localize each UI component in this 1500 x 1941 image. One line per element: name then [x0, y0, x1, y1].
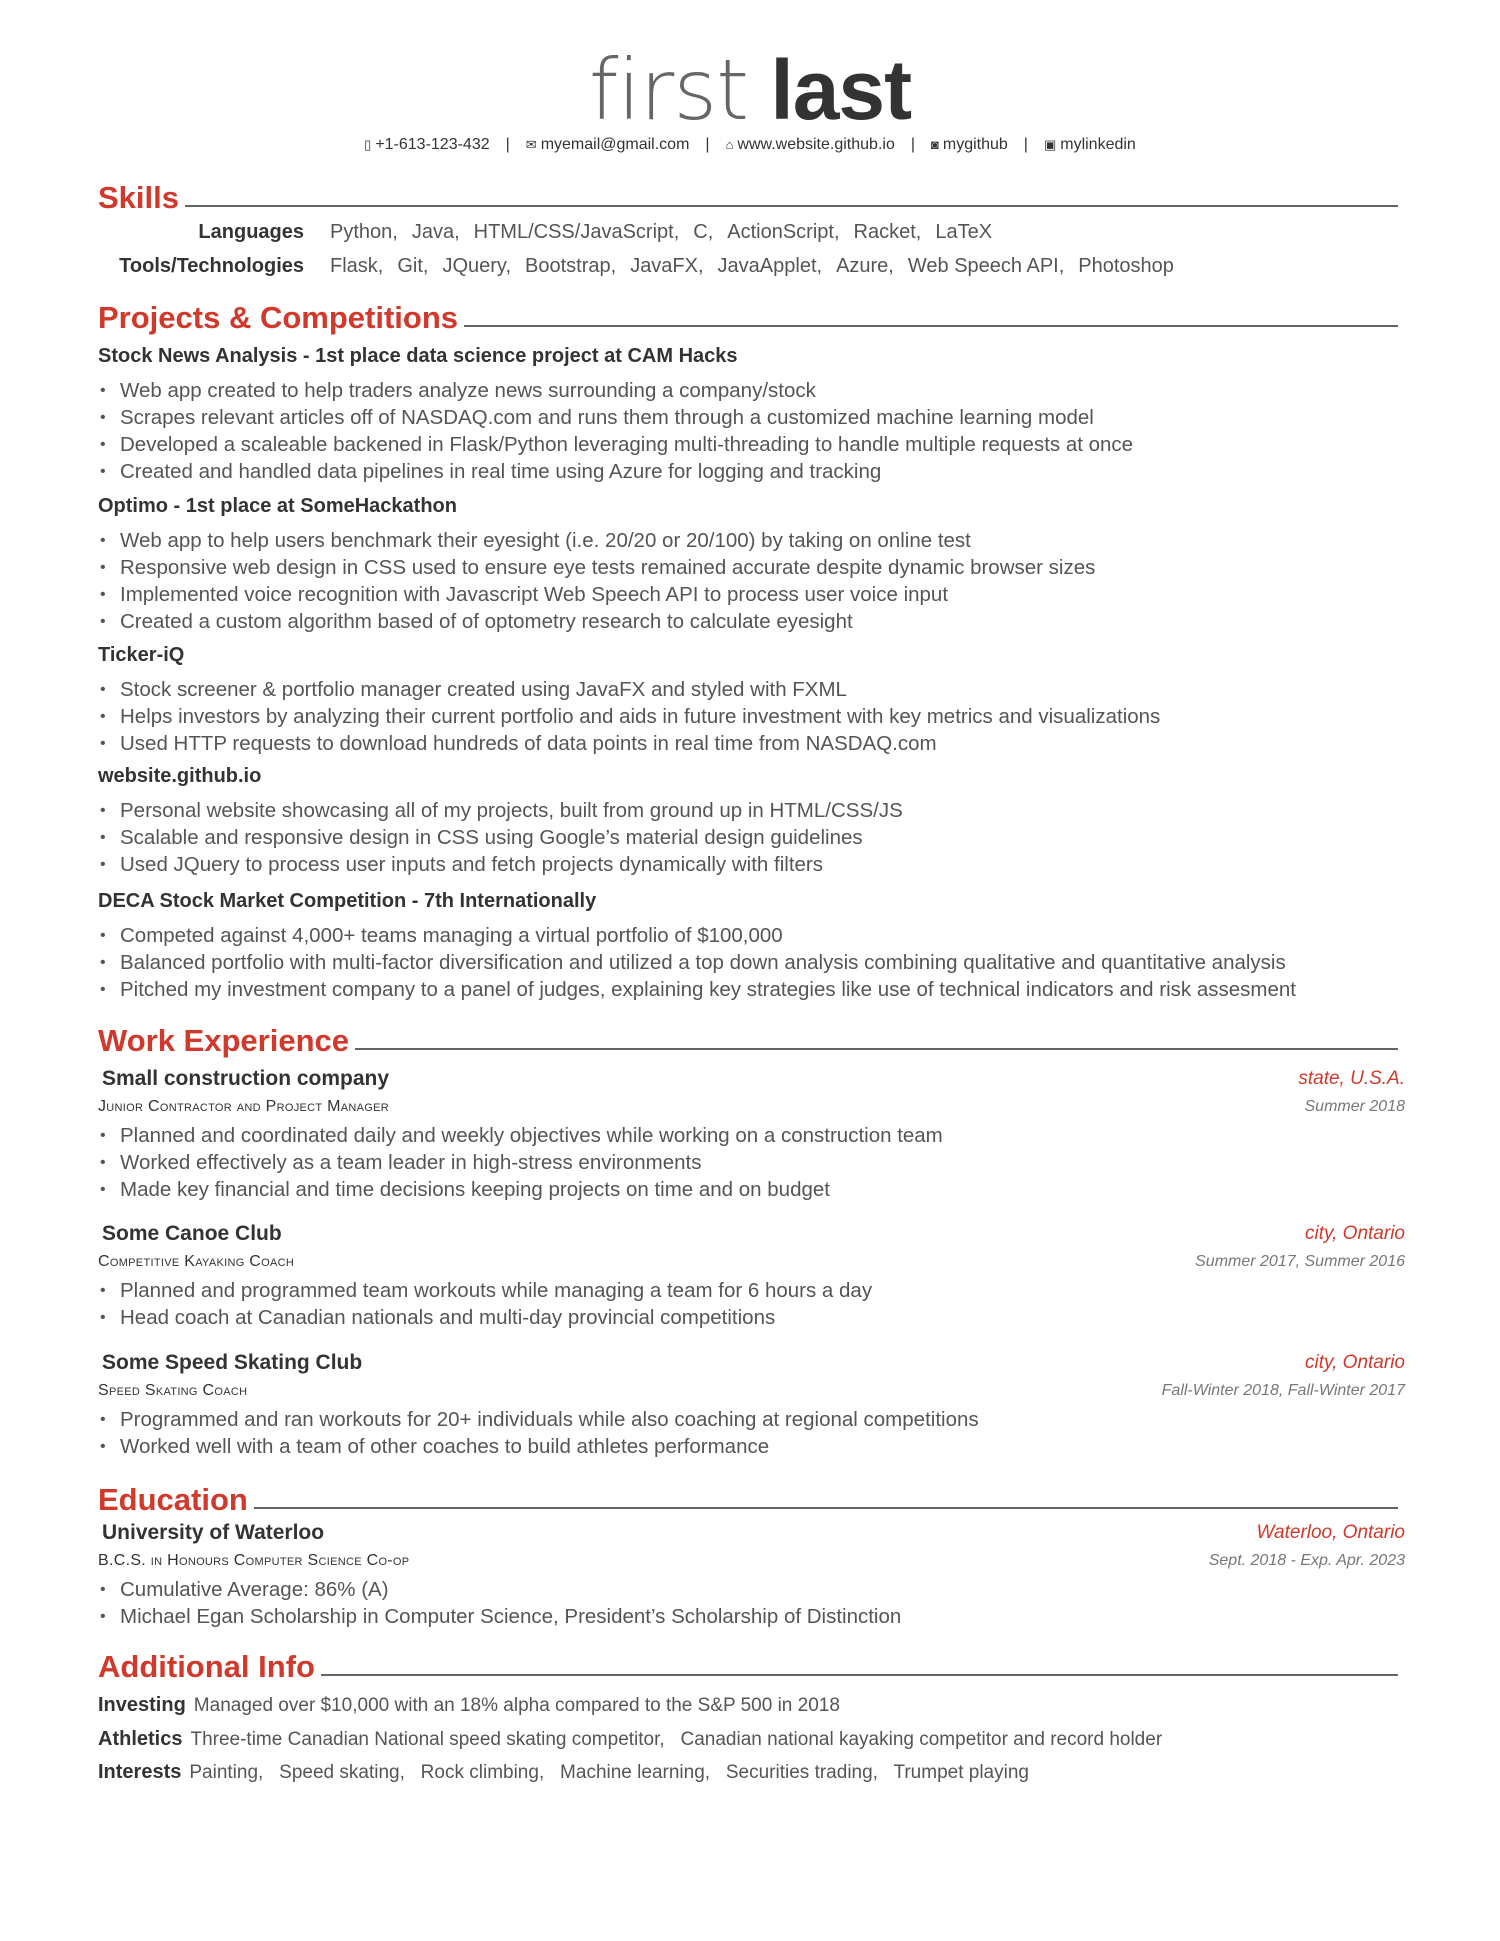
entry-subheader — [98, 1094, 1405, 1120]
project-title: Ticker-iQ — [98, 644, 185, 666]
contact-home[interactable] — [726, 136, 895, 153]
entry-subheader — [98, 1378, 1405, 1404]
list-item: • Stock screener & portfolio manager created using JavaFX and styled with FXML — [98, 676, 1160, 703]
divider — [185, 205, 1398, 207]
list-item: • Created a custom algorithm based of of optometry research to calculate eyesight — [98, 608, 1095, 635]
project-entry — [98, 493, 1095, 635]
section-work — [98, 1019, 1398, 1059]
list-item: • Michael Egan Scholarship in Computer Science, President’s Scholarship of Distinction — [98, 1603, 1405, 1630]
project-entry — [98, 642, 1160, 757]
skill-label: Languages — [198, 221, 304, 243]
bullet-list — [98, 527, 1095, 635]
divider — [464, 325, 1398, 327]
list-item: • Personal website showcasing all of my projects, built from ground up in HTML/CSS/JS — [98, 797, 903, 824]
entry-header — [98, 1348, 1405, 1378]
last-name: last — [770, 43, 912, 137]
work-entry — [98, 1064, 1405, 1203]
info-label: Interests — [98, 1761, 182, 1783]
list-item: • Scalable and responsive design in CSS using Google’s material design guidelines — [98, 824, 903, 851]
work-entry — [98, 1348, 1405, 1460]
section-additional — [98, 1645, 1398, 1685]
name-heading — [0, 42, 1500, 138]
skill-item: Azure, — [836, 255, 894, 277]
list-item: • Created and handled data pipelines in real time using Azure for logging and tracking — [98, 458, 1133, 485]
skill-item: ActionScript, — [727, 221, 840, 243]
list-item: • Used JQuery to process user inputs and fetch projects dynamically with filters — [98, 851, 903, 878]
section-title: Projects & Competitions — [98, 300, 458, 335]
project-title: DECA Stock Market Competition - 7th Internationally — [98, 890, 597, 912]
separator: | — [910, 136, 915, 153]
phone-icon: ▯ — [364, 137, 372, 152]
list-item: • Programmed and ran workouts for 20+ individuals while also coaching at regional competitions — [98, 1406, 1405, 1433]
list-item: • Web app created to help traders analyze news surrounding a company/stock — [98, 377, 1133, 404]
list-item: • Developed a scaleable backened in Flask/Python leveraging multi-threading to handle multiple requests at once — [98, 431, 1133, 458]
first-name: first — [588, 41, 749, 139]
degree: B.C.S. in Honours Computer Science Co-op — [98, 1552, 410, 1569]
envelope-icon: ✉ — [525, 137, 537, 152]
contact-text: myemail@gmail.com — [540, 136, 690, 153]
info-label: Investing — [98, 1694, 186, 1716]
list-item: • Worked effectively as a team leader in high-stress environments — [98, 1149, 1405, 1176]
entry-header — [98, 1219, 1405, 1249]
bullet-list — [98, 797, 903, 878]
list-item: • Competed against 4,000+ teams managing a virtual portfolio of $100,000 — [98, 922, 1296, 949]
location: city, Ontario — [1305, 1223, 1405, 1244]
contact-linkedin[interactable] — [1044, 136, 1136, 153]
date: Summer 2017, Summer 2016 — [1195, 1253, 1405, 1270]
contact-line — [0, 134, 1500, 156]
section-education — [98, 1478, 1398, 1518]
project-entry — [98, 343, 1133, 485]
contact-text: www.website.github.io — [737, 136, 895, 153]
list-item: • Cumulative Average: 86% (A) — [98, 1576, 1405, 1603]
section-skills — [98, 176, 1398, 216]
contact-github[interactable] — [931, 136, 1008, 153]
divider — [355, 1048, 1398, 1050]
skill-item: JavaApplet, — [717, 255, 823, 277]
list-item: • Web app to help users benchmark their eyesight (i.e. 20/20 or 20/100) by taking on online test — [98, 527, 1095, 554]
contact-phone[interactable] — [364, 136, 489, 153]
additional-investing — [98, 1692, 840, 1719]
entry-subheader — [98, 1249, 1405, 1275]
github-icon: ◙ — [931, 137, 939, 152]
skill-item: Python, — [330, 221, 398, 243]
entry-header — [98, 1064, 1405, 1094]
skill-label: Tools/Technologies — [119, 255, 304, 277]
date: Sept. 2018 - Exp. Apr. 2023 — [1208, 1552, 1405, 1569]
skill-item: Bootstrap, — [525, 255, 617, 277]
section-title: Work Experience — [98, 1023, 349, 1058]
location: state, U.S.A. — [1298, 1068, 1405, 1089]
role: Competitive Kayaking Coach — [98, 1253, 295, 1270]
bullet-list — [98, 1406, 1405, 1460]
list-item: • Planned and programmed team workouts while managing a team for 6 hours a day — [98, 1277, 1405, 1304]
list-item: • Implemented voice recognition with Javascript Web Speech API to process user voice input — [98, 581, 1095, 608]
bullet-list — [98, 922, 1296, 1003]
location: city, Ontario — [1305, 1352, 1405, 1373]
organization: Some Canoe Club — [102, 1222, 282, 1245]
separator: | — [1023, 136, 1028, 153]
list-item: • Responsive web design in CSS used to ensure eye tests remained accurate despite dynamic browser sizes — [98, 554, 1095, 581]
contact-envelope[interactable] — [526, 136, 690, 153]
separator: | — [505, 136, 510, 153]
section-title: Education — [98, 1482, 248, 1517]
list-item: • Pitched my investment company to a panel of judges, explaining key strategies like use of technical indicators and risk assesment — [98, 976, 1296, 1003]
skills-tools — [98, 253, 1408, 280]
additional-interests — [98, 1759, 1029, 1786]
bullet-list — [98, 676, 1160, 757]
linkedin-icon: ▣ — [1043, 137, 1057, 152]
skill-item: LaTeX — [935, 221, 993, 243]
project-title: Stock News Analysis - 1st place data science project at CAM Hacks — [98, 345, 738, 367]
list-item: • Head coach at Canadian nationals and multi-day provincial competitions — [98, 1304, 1405, 1331]
skill-item: Photoshop — [1078, 255, 1174, 277]
project-title: website.github.io — [98, 765, 262, 787]
list-item: • Planned and coordinated daily and weekly objectives while working on a construction team — [98, 1122, 1405, 1149]
separator: | — [705, 136, 710, 153]
project-title: Optimo - 1st place at SomeHackathon — [98, 495, 457, 517]
skill-item: Racket, — [853, 221, 922, 243]
location: Waterloo, Ontario — [1256, 1522, 1405, 1543]
skill-item: Web Speech API, — [907, 255, 1065, 277]
skill-item: HTML/CSS/JavaScript, — [473, 221, 680, 243]
info-label: Athletics — [98, 1728, 183, 1750]
contact-text: +1-613-123-432 — [375, 136, 490, 153]
skill-values — [330, 255, 1188, 277]
info-text: Managed over $10,000 with an 18% alpha compared to the S&P 500 in 2018 — [193, 1695, 840, 1716]
list-item: • Made key financial and time decisions keeping projects on time and on budget — [98, 1176, 1405, 1203]
section-title: Skills — [98, 180, 179, 215]
divider — [254, 1507, 1398, 1509]
skill-item: JQuery, — [442, 255, 512, 277]
info-text: Three-time Canadian National speed skating competitor, Canadian national kayaking competitor and record holder — [190, 1729, 1163, 1750]
additional-athletics — [98, 1726, 1162, 1753]
date: Summer 2018 — [1304, 1098, 1405, 1115]
skill-values — [330, 221, 1006, 243]
contact-text: mylinkedin — [1060, 136, 1136, 153]
skill-item: JavaFX, — [630, 255, 704, 277]
organization: Small construction company — [102, 1067, 390, 1090]
bullet-list — [98, 1277, 1405, 1331]
role: Speed Skating Coach — [98, 1382, 248, 1399]
section-title: Additional Info — [98, 1649, 315, 1684]
work-entry — [98, 1219, 1405, 1331]
skills-languages — [98, 219, 1408, 246]
date: Fall-Winter 2018, Fall-Winter 2017 — [1161, 1382, 1405, 1399]
list-item: • Helps investors by analyzing their current portfolio and aids in future investment with key metrics and visualizations — [98, 703, 1160, 730]
skill-item: Java, — [411, 221, 460, 243]
list-item: • Balanced portfolio with multi-factor diversification and utilized a top down analysis combining qualitative and quantitative analysis — [98, 949, 1296, 976]
education-entry — [98, 1518, 1405, 1630]
organization: Some Speed Skating Club — [102, 1351, 363, 1374]
list-item: • Used HTTP requests to download hundreds of data points in real time from NASDAQ.com — [98, 730, 1160, 757]
info-text: Painting, Speed skating, Rock climbing, Machine learning, Securities trading, Trumpet playing — [189, 1762, 1029, 1783]
skill-item: Flask, — [330, 255, 384, 277]
home-icon: ⌂ — [725, 137, 734, 152]
project-entry — [98, 763, 903, 878]
role: Junior Contractor and Project Manager — [98, 1098, 390, 1115]
project-entry — [98, 888, 1296, 1003]
list-item: • Worked well with a team of other coaches to build athletes performance — [98, 1433, 1405, 1460]
contact-text: mygithub — [942, 136, 1008, 153]
skill-item: Git, — [397, 255, 429, 277]
school-name: University of Waterloo — [102, 1521, 325, 1544]
section-projects — [98, 296, 1398, 336]
list-item: • Scrapes relevant articles off of NASDAQ.com and runs them through a customized machine learning model — [98, 404, 1133, 431]
bullet-list — [98, 1122, 1405, 1203]
bullet-list — [98, 377, 1133, 485]
divider — [321, 1674, 1398, 1676]
skill-item: C, — [693, 221, 714, 243]
